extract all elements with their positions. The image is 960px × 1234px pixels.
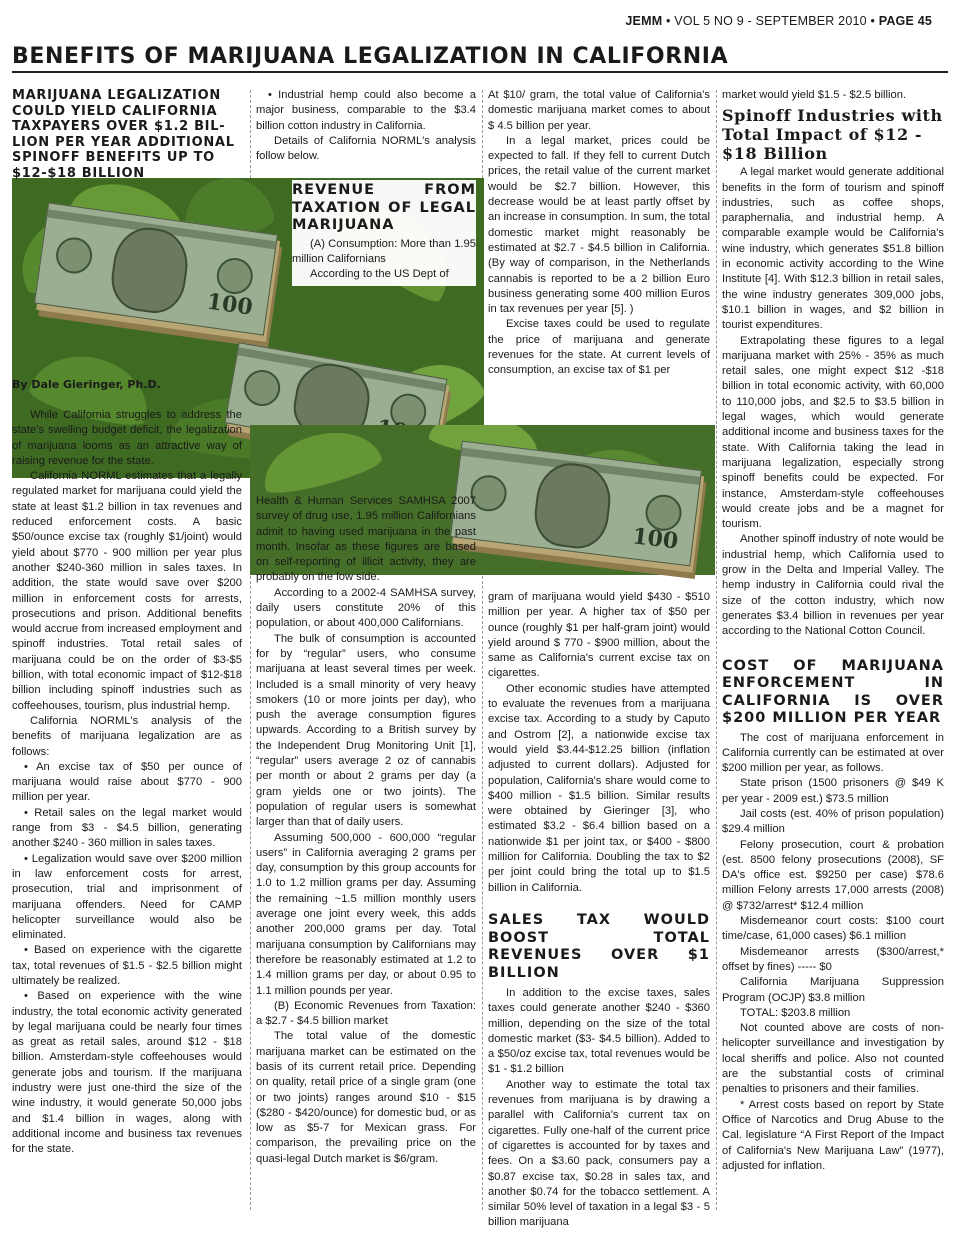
subhead: MARIJUANA LEGALIZATION COULD YIELD CALIFORNIA TAXPAYERS OVER $1.2 BIL-LION PER YEAR ADDITIONAL SPINOFF BENEFITS UP TO $12-$18 BILLION xyxy=(12,88,235,181)
paragraph: California NORML's analysis of the benefits of marijuana legalization are as follows: xyxy=(12,714,242,758)
paragraph: California Marijuana Suppression Program (OCJP) $3.8 million xyxy=(722,976,944,1004)
paragraph: In addition to the excise taxes, sales taxes could generate another $240 - $360 million, depending on the size of the total domestic market ($3- $4.5 billion). Added to a $50/oz excise tax, total revenues would be $1 - $1.2 billion xyxy=(488,987,710,1076)
paragraph: In a legal market, prices could be expected to fall. If they fell to current Dutch prices, the retail value of the current market would be $2.7 billion. However, this decrease would be at least partly offset by an increase in consumption. In sum, the total domestic market might reasonably be estimated at $2.7 - $4.5 billion in California. (By way of comparison, in the Netherlands cannabis is reported to be a 2 billion Euro business generating some 400 million Euros in tax revenues per year [5]. ) xyxy=(488,134,711,316)
paragraph: (A) Consumption: More than 1.95 million Californians xyxy=(292,237,476,265)
column-3-body xyxy=(488,590,710,896)
page-number: PAGE 45 xyxy=(878,14,932,28)
paragraph: Felony prosecution, court & probation (est. 8500 felony prosecutions (2008), SF DA's office est. $9250 per case) $78.6 million Felony arrests 17,000 arrests (2008) @ $732/arrest* $12.4 million xyxy=(722,838,944,912)
paragraph: TOTAL: $203.8 million xyxy=(740,1006,851,1019)
subhead: Spinoff Industries with Total Impact of $12 - $18 Billion xyxy=(722,106,943,164)
byline xyxy=(12,378,242,391)
folio: JEMM • VOL 5 NO 9 - SEPTEMBER 2010 • PAGE 45 xyxy=(625,14,932,28)
cash-photo: 100 xyxy=(450,441,702,567)
column-2-body xyxy=(256,494,476,1167)
revenue-box xyxy=(292,180,476,286)
paragraph: Another spinoff industry of note would be industrial hemp, which California used to grow in the Delta and Imperial Valley. The hemp industry in California could rival the size of the cotton industry, which now generates $3.4 billion in revenues per year according to the National Cotton Council. xyxy=(722,533,944,638)
paragraph: Not counted above are costs of non-helicopter surveillance and investigation by local sheriffs and police. Also not counted are the substantial costs of criminal penalties to prisoners and their families. xyxy=(722,1022,944,1096)
paragraph: The bulk of consumption is accounted for by “regular” users, who consume marijuana at least several times per week. Included is a small minority of very heavy smokers (10 or more joints per day), who push the average consumption figures upwards. According to a British survey by the Independent Drug Monitoring Unit [1], “regular” users average 2 oz of cannabis per month or about 2 grams per day (a gram yields one or two joints). The population of regular users is somewhat larger than that of daily users. xyxy=(256,632,476,829)
headline: BENEFITS OF MARIJUANA LEGALIZATION IN CALIFORNIA xyxy=(12,44,948,73)
paragraph: Health & Human Services SAMHSA 2007 survey of drug use, 1.95 million Californians admit to having used marijuana in the past month. Insofar as these figures are based on self-reporting of illicit activity, they are probably on the low side. xyxy=(256,495,476,584)
paragraph: At $10/ gram, the total value of California's domestic marijuana market comes to about $ 4.5 billion per year. xyxy=(488,89,710,132)
paragraph: gram of marijuana would yield $430 - $510 million per year. A higher tax of $50 per ounce (roughly $1 per half-gram joint) would yield around $ 770 - $900 million, about the same as California's current excise tax on cigarettes. xyxy=(488,591,710,680)
paragraph: * Arrest costs based on report by State Office of Narcotics and Drug Abuse to the Cal. legislature “A First Report of the Impact of California's New Marijuana Law” (1977), adjusted for inflation. xyxy=(722,1098,944,1172)
bullet-item: • Retail sales on the legal market would range from $3 - $4.5 billion, generating another $240 - 360 million in sales taxes. xyxy=(12,806,242,850)
paragraph: Assuming 500,000 - 600,000 “regular users” in California averaging 2 grams per day, consumption by this group accounts for 1.0 to 1.2 million grams per day. Assuming the remaining ~1.5 million monthly users average one joint every week, this adds another 200,000 grams per day. Total marijuana consumption by Californians may therefore be reasonably estimated at 1.2 to 1.4 million grams per day, or about 0.95 to 1.1 million pounds per year. xyxy=(256,831,476,997)
paragraph: According to a 2002-4 SAMHSA survey, daily users constitute 20% of this population, or about 400,000 Californians. xyxy=(256,586,476,630)
paragraph: (B) Economic Revenues from Taxation: a $2.7 - $4.5 billion market xyxy=(256,999,476,1028)
subhead: REVENUE FROM TAXATION OF LEGAL MARIJUANA xyxy=(292,182,476,233)
paragraph: Misdemeanor arrests ($300/arrest,* offset by fines) ----- $0 xyxy=(722,945,944,973)
paragraph: Details of California NORML's analysis follow below. xyxy=(256,134,476,163)
paragraph: The total value of the domestic marijuana market can be estimated on the basis of its current retail price. Depending on quality, retail price of a single gram (one or two joints) ranges around $10 - $15 ($280 - $420/ounce) for domestic bud, or as low as $5-7 for Mexican grass. For comparison, the prevailing price on the quasi-legal Dutch market is $6/gram. xyxy=(256,1030,476,1165)
paragraph: Extrapolating these figures to a legal marijuana market with 25% - 35% as much retail sales, one might expect $12 -$18 billion in total economic activity, with 60,000 to 110,000 jobs, and $2.5 to $3.5 billion in legal wages, which would generate additional income and business taxes for the state. With California taking the lead in marijuana legalization, especially strong spinoff benefits could be expected. For instance, Amsterdam-style coffeehouses would create jobs and be a magnet for tourism. xyxy=(722,334,944,531)
column-3-top xyxy=(488,88,710,379)
bullet-item: • Legalization would save over $200 million in law enforcement costs for arrest, prosecution, trial and imprisonment of marijuana offenders. Need for CAMP helicopter surveillance would also be eliminated. xyxy=(12,852,242,942)
bullet-item: • Industrial hemp could also become a major business, comparable to the $3.4 billion cotton industry in California. xyxy=(256,89,476,132)
bullet-item: • Based on experience with the cigarette tax, total revenues of $1.5 - $2.5 billion might ultimately be realized. xyxy=(12,944,242,987)
column-4 xyxy=(722,88,944,1174)
paragraph: The cost of marijuana enforcement in California currently can be estimated at over $200 million per year, as follows. xyxy=(722,731,944,775)
paragraph: According to the US Dept of xyxy=(310,268,449,281)
paragraph: State prison (1500 prisoners @ $49 K per year - 2009 est.) $73.5 million xyxy=(722,777,944,805)
bullet-item: • Based on experience with the wine industry, the total economic activity generated by legal marijuana could be nearly four times as great as retail sales, around $12 - $18 billion. Amsterdam-style coffeehouses would generate jobs and tourism. If the marijuana industry were just one-third the size of the wine industry, it would generate 50,000 jobs and $1.4 billion in wages, along with additional income and business tax revenues for the state. xyxy=(12,990,242,1156)
subhead: COST OF MARIJUANA ENFORCEMENT IN CALIFORNIA IS OVER $200 MILLION PER YEAR xyxy=(722,657,944,726)
magazine-name: JEMM xyxy=(625,14,663,28)
paragraph: California NORML estimates that a legally regulated market for marijuana could yield the state at least $1.2 billion in tax revenues and reduced enforcement costs. A basic $50/ounce excise tax (roughly $1/joint) would yield about $770 - 900 million per year plus another $240-360 million in sales taxes. In addition, the state would save over $200 million in enforcement costs for arrests, prosecutions and prison. Additional benefits would accrue from increased employment and spinoff industries. Total retail sales of marijuana could be on the order of $3-$5 billion, with total economic impact of $12-$18 billion including spinoff industries such as coffeehouses, tourism, plus industrial hemp. xyxy=(12,470,242,712)
sales-tax-section xyxy=(488,912,710,1231)
paragraph: Another way to estimate the total tax revenues from marijuana is by drawing a parallel with California's current tax on cigarettes. Fully one-half of the current price of cigarettes is accounted for by taxes and fees. On a $3.60 pack, consumers pay a $0.87 excise tax, $0.28 in sales tax, and another $0.74 for the tobacco settlement. A similar 50% level of taxation in a legal $3 - 5 billion marijuana xyxy=(488,1078,710,1229)
paragraph: Excise taxes could be used to regulate the price of marijuana and generate revenues for the state. At current levels of consumption, an excise tax of $1 per xyxy=(488,318,710,377)
column-rule xyxy=(716,90,717,1210)
column-1 xyxy=(12,88,242,181)
author-byline: By Dale Gieringer, Ph.D. xyxy=(12,378,161,391)
column-1-body xyxy=(12,408,242,1158)
paragraph: Jail costs (est. 40% of prison population) $29.4 million xyxy=(722,807,944,836)
cash-photo: 100 xyxy=(34,202,278,335)
subhead: SALES TAX WOULD BOOST TOTAL REVENUES OVER $1 BILLION xyxy=(488,912,710,981)
column-2-top xyxy=(256,88,476,164)
paragraph: Misdemeanor court costs: $100 court time/case, 61,000 cases) $6.1 million xyxy=(722,915,944,943)
paragraph: Other economic studies have attempted to evaluate the revenues from a marijuana excise tax. According to a study by Caputo and Ostrom [2], a nationwide excise tax would yield $3.44-$12.25 billion (inflation adjusted to current dollars). Adjusted for population, California's share would come to $400 million - $1.5 billion. Similar results were obtained by Gieringer [3], who estimated $3.2 - $6.4 billion based on a nationwide $1 per joint tax, or $400 - $800 million for California. Doubling the tax to $2 per joint could bring the total up to $1.5 billion in California. xyxy=(488,682,710,894)
paragraph: A legal market would generate additional benefits in the form of tourism and spinoff industries, such as coffee shops, paraphernalia, and industrial hemp. A comparable example would be California's wine industry, which generates $51.8 billion in economic activity according to the Wine Institute [4]. With $12.3 billion in retail sales, the wine industry generates 309,000 jobs, $10.1 billion in wages, and $2 billion in tourist expenditures. xyxy=(722,166,944,332)
paragraph: market would yield $1.5 - $2.5 billion. xyxy=(722,89,907,101)
paragraph: While California struggles to address the state's swelling budget deficit, the legalization of marijuana looms as an attractive way of raising revenue for the state. xyxy=(12,409,242,467)
bullet-item: • An excise tax of $50 per ounce of marijuana would raise about $770 - 900 million per year. xyxy=(12,760,242,804)
issue-info: VOL 5 NO 9 - SEPTEMBER 2010 xyxy=(674,14,867,28)
